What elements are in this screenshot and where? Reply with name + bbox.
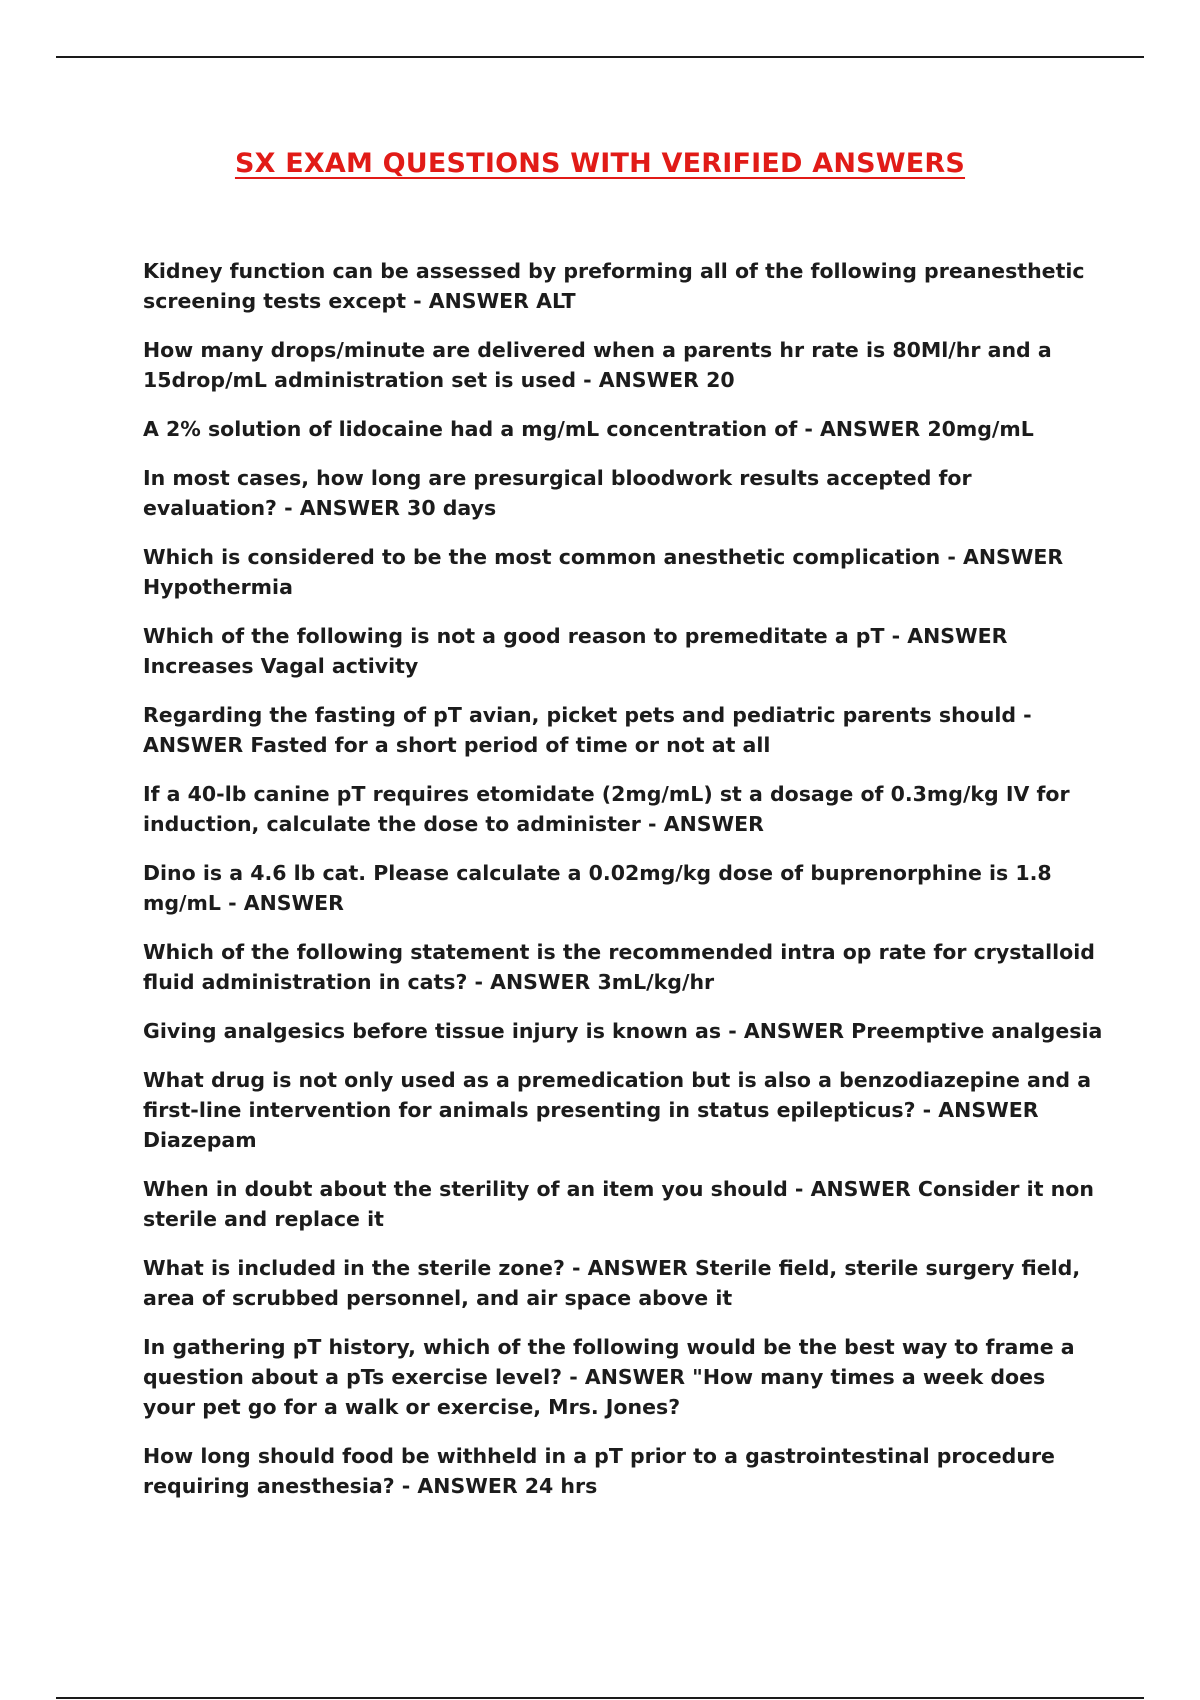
page-title-text: SX EXAM QUESTIONS WITH VERIFIED ANSWERS <box>234 148 966 179</box>
qa-item: What is included in the sterile zone? - ANSWER Sterile field, sterile surgery field, area of scrubbed personnel, and air space above it <box>143 1256 1081 1310</box>
qa-item: A 2% solution of lidocaine had a mg/mL concentration of - ANSWER 20mg/mL <box>143 417 1034 441</box>
qa-item: In most cases, how long are presurgical bloodwork results accepted for evaluation? - ANSWER 30 days <box>143 466 972 520</box>
qa-list <box>143 256 1103 1520</box>
qa-item: Which of the following statement is the recommended intra op rate for crystalloid fluid administration in cats? - ANSWER 3mL/kg/hr <box>143 940 1095 994</box>
qa-item: Dino is a 4.6 lb cat. Please calculate a 0.02mg/kg dose of buprenorphine is 1.8 mg/mL - ANSWER <box>143 861 1052 915</box>
qa-item: Giving analgesics before tissue injury is known as - ANSWER Preemptive analgesia <box>143 1019 1103 1043</box>
qa-item: In gathering pT history, which of the following would be the best way to frame a question about a pTs exercise level? - ANSWER "How many times a week does your pet go for a walk or exercise, Mrs. Jones? <box>143 1335 1075 1419</box>
qa-item: Which of the following is not a good reason to premeditate a pT - ANSWER Increases Vagal activity <box>143 624 1008 678</box>
bottom-divider <box>56 1697 1144 1699</box>
qa-item: When in doubt about the sterility of an item you should - ANSWER Consider it non sterile and replace it <box>143 1177 1094 1231</box>
qa-item: Regarding the fasting of pT avian, picket pets and pediatric parents should - ANSWER Fasted for a short period of time or not at all <box>143 703 1032 757</box>
page-title <box>0 148 1200 179</box>
qa-item: How many drops/minute are delivered when a parents hr rate is 80Ml/hr and a 15drop/mL administration set is used - ANSWER 20 <box>143 338 1052 392</box>
qa-item: What drug is not only used as a premedication but is also a benzodiazepine and a first-line intervention for animals presenting in status epilepticus? - ANSWER Diazepam <box>143 1068 1092 1152</box>
qa-item: How long should food be withheld in a pT prior to a gastrointestinal procedure requiring anesthesia? - ANSWER 24 hrs <box>143 1444 1055 1498</box>
qa-item: If a 40-lb canine pT requires etomidate (2mg/mL) st a dosage of 0.3mg/kg IV for induction, calculate the dose to administer - ANSWER <box>143 782 1070 836</box>
qa-item: Kidney function can be assessed by preforming all of the following preanesthetic screening tests except - ANSWER ALT <box>143 259 1085 313</box>
top-divider <box>56 56 1144 58</box>
qa-item: Which is considered to be the most common anesthetic complication - ANSWER Hypothermia <box>143 545 1064 599</box>
